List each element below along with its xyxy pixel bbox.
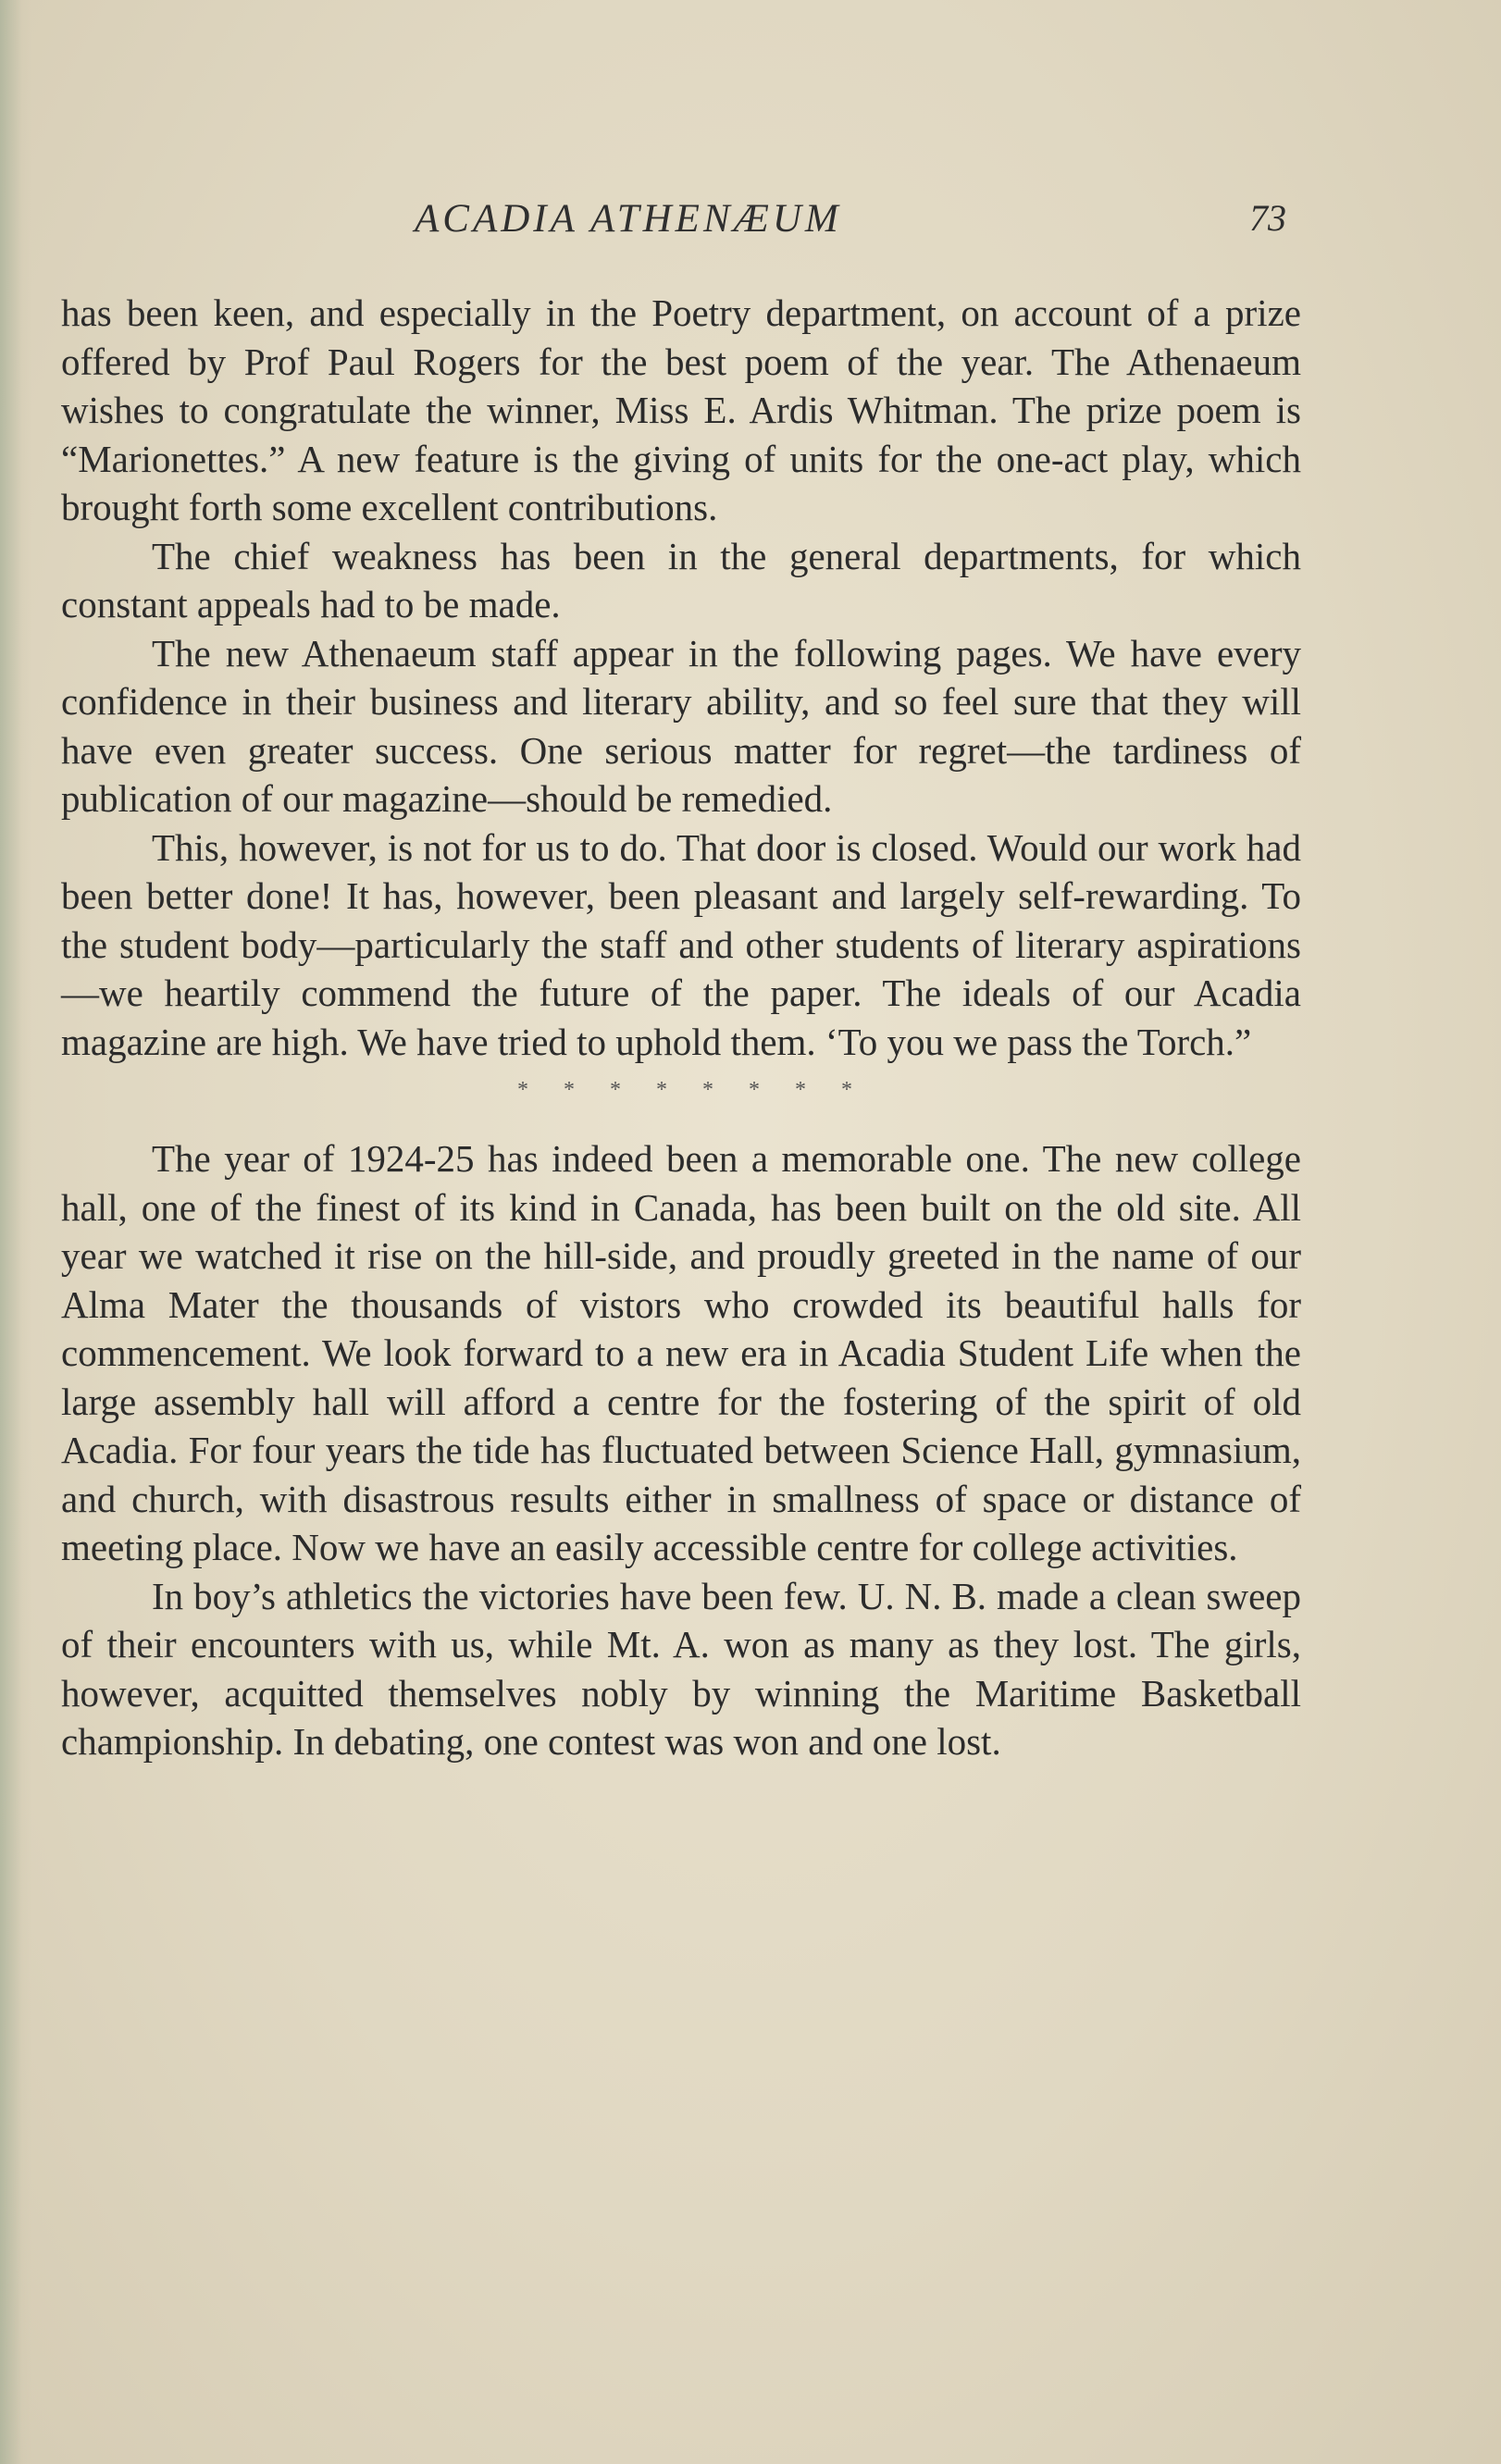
paragraph-5: The year of 1924-25 has indeed been a memorable one. The new college hall, one of the finest of its kind in Canada, has been built on the old site. All year we watched it rise on the hill-side, and proudly greeted in the name of our Alma Mater the thousands of vistors who crowded its beautiful halls for commencement. We look forward to a new era in Acadia Student Life when the large assembly hall will afford a centre for the fostering of the spirit of old Acadia. For four years the tide has fluctuated between Science Hall, gymnasium, and church, with disastrous results either in smallness of space or distance of meeting place. Now we have an easily accessible centre for college activities.: [61, 1137, 1301, 1568]
page-edge: [0, 0, 31, 2464]
paragraph-3: The new Athenaeum staff appear in the following pages. We have every confidence in their business and literary ability, and so feel sure that they will have even greater success. One serious matter for regret—the tardiness of publication of our magazine—should be remedied.: [61, 631, 1301, 820]
paragraph-6: In boy’s athletics the victories have been few. U. N. B. made a clean sweep of their encounters with us, while Mt. A. won as many as they lost. The girls, however, acquitted themselves nobly by winning the Maritime Basketball championship. In debating, one contest was won and one lost.: [61, 1574, 1301, 1763]
separator-spacer: [61, 1114, 1301, 1134]
page-number: 73: [1249, 197, 1286, 239]
section-separator: * * * * * * * *: [517, 1078, 867, 1102]
running-title: ACADIA ATHENÆUM: [415, 197, 842, 241]
paragraph-1: has been keen, and especially in the Poetry department, on account of a prize offered by Prof Paul Rogers for the best poem of the year. The Athenaeum wishes to congratulate the winner, Miss E. Ardis Whitman. The prize poem is “Marionettes.” A new feature is the giving of units for the one-act play, which brought forth some excellent contributions.: [61, 291, 1301, 528]
page-header: [0, 196, 1501, 252]
paragraph-2: The chief weakness has been in the general departments, for which constant appeals had to be made.: [61, 534, 1301, 625]
article-body: [61, 289, 1301, 1766]
paragraph-4: This, however, is not for us to do. That door is closed. Would our work had been better done! It has, however, been pleasant and largely self-rewarding. To the student body—particularly the staff and other students of literary aspirations—we heartily commend the future of the paper. The ideals of our Acadia magazine are high. We have tried to uphold them. ‘To you we pass the Torch.”: [61, 825, 1301, 1063]
